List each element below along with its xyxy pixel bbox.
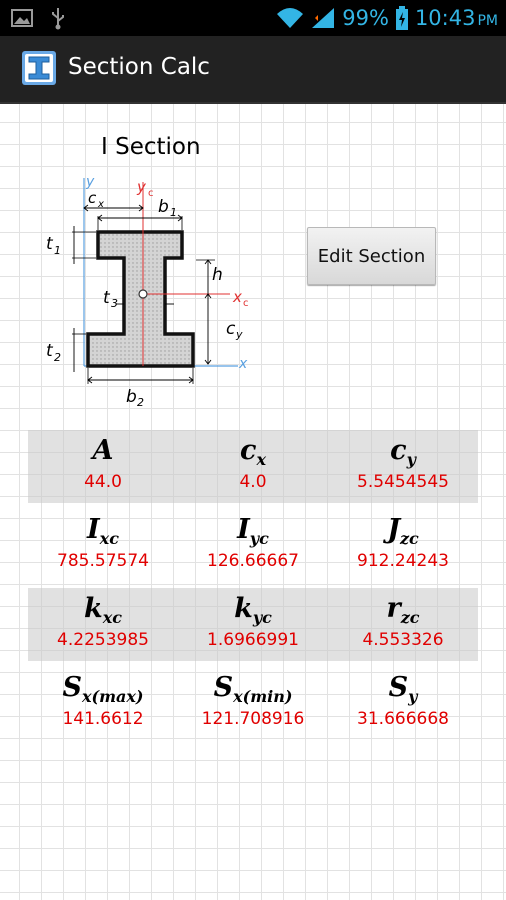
t1-label-sub: 1 (54, 244, 61, 257)
app-title: Section Calc (68, 54, 210, 80)
xc-label-sub: c (243, 298, 249, 309)
property-iyc: $I_{yc}$ 126.66667 (178, 509, 328, 582)
property-value: 31.666668 (357, 709, 449, 729)
signal-icon (310, 6, 336, 30)
section-title: I Section (101, 134, 201, 160)
property-kxc: $k_{xc}$ 4.2253985 (28, 588, 178, 661)
clock-time: 10:43 (414, 6, 476, 30)
cx-label: c (88, 189, 97, 207)
cy-label: c (226, 319, 236, 339)
t2-label: t (46, 341, 53, 361)
property-sx-min: $S_{x(min)}$ 121.708916 (178, 667, 328, 740)
property-value: 4.2253985 (57, 630, 149, 650)
battery-charging-icon (395, 5, 409, 31)
b1-label: b (158, 197, 169, 217)
status-bar (0, 0, 506, 36)
property-sy: $S_y$ 31.666668 (328, 667, 478, 740)
properties-row-1 (28, 430, 478, 503)
yc-label-sub: c (148, 188, 154, 199)
properties-row-2 (28, 509, 478, 582)
centroid-marker (139, 290, 147, 298)
property-value: 912.24243 (357, 551, 449, 571)
battery-percent: 99% (342, 6, 389, 30)
h-label: h (212, 265, 223, 285)
cy-label-sub: y (236, 328, 243, 341)
property-value: 44.0 (84, 472, 122, 492)
properties-row-3 (28, 588, 478, 661)
i-section-diagram (40, 166, 270, 406)
edit-section-button[interactable]: Edit Section (307, 227, 436, 285)
i-beam-icon[interactable] (22, 51, 56, 85)
b2-label-sub: 2 (137, 396, 144, 406)
property-area: A 44.0 (28, 430, 178, 503)
usb-icon (50, 6, 66, 30)
yc-label: y (137, 178, 146, 196)
t1-label: t (46, 234, 53, 254)
property-value: 4.0 (239, 472, 267, 492)
image-icon (10, 7, 34, 29)
property-cy: $c_y$ 5.5454545 (328, 430, 478, 503)
wifi-icon (276, 6, 304, 30)
x-axis-label: x (239, 356, 248, 372)
y-axis-label: y (86, 174, 95, 190)
property-value: 141.6612 (62, 709, 144, 729)
property-cx: $c_x$ 4.0 (178, 430, 328, 503)
property-sx-max: $S_{x(max)}$ 141.6612 (28, 667, 178, 740)
t3-label-sub: 3 (111, 297, 118, 310)
property-value: 126.66667 (207, 551, 299, 571)
t3-label: t (103, 288, 110, 308)
property-value: 4.553326 (362, 630, 444, 650)
property-rzc: $r_{zc}$ 4.553326 (328, 588, 478, 661)
xc-label: x (233, 288, 242, 306)
cx-label-sub: x (98, 199, 104, 210)
property-ixc: $I_{xc}$ 785.57574 (28, 509, 178, 582)
property-value: 121.708916 (201, 709, 305, 729)
property-jzc: $J_{zc}$ 912.24243 (328, 509, 478, 582)
properties-row-4 (28, 667, 478, 740)
t2-label-sub: 2 (54, 351, 61, 364)
property-value: 5.5454545 (357, 472, 449, 492)
b2-label: b (126, 387, 137, 406)
property-kyc: $k_{yc}$ 1.6966991 (178, 588, 328, 661)
properties-table (28, 430, 478, 746)
main-content (0, 104, 506, 900)
action-bar (0, 36, 506, 104)
b1-label-sub: 1 (170, 206, 177, 219)
property-value: 785.57574 (57, 551, 149, 571)
clock-ampm: PM (477, 13, 498, 29)
property-value: 1.6966991 (207, 630, 299, 650)
